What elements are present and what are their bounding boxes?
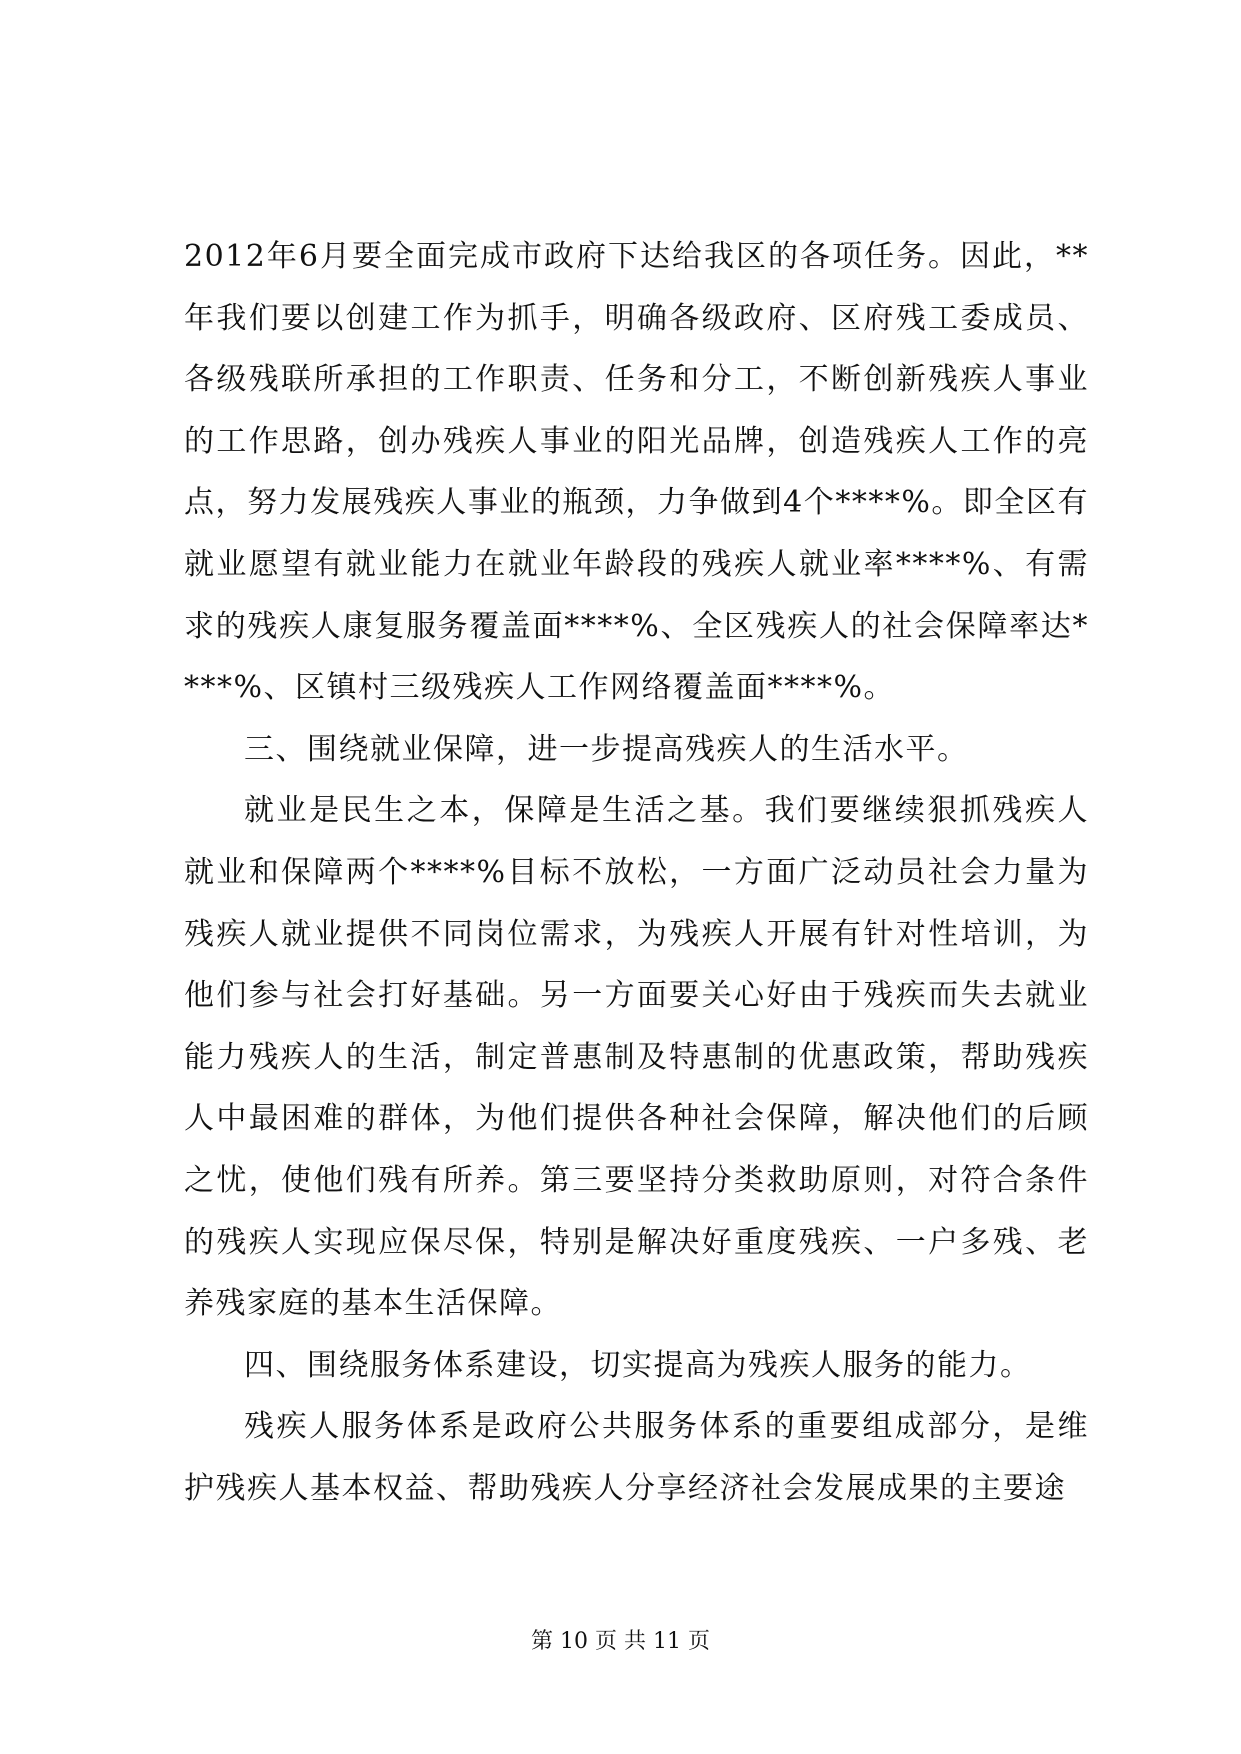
body-text	[184, 226, 1089, 1519]
section-heading-3: 三、围绕就业保障，进一步提高残疾人的生活水平。	[244, 731, 969, 767]
page-number-footer: 第 10 页 共 11 页	[531, 1629, 710, 1654]
section-heading-4: 四、围绕服务体系建设，切实提高为残疾人服务的能力。	[244, 1347, 1032, 1383]
paragraph-1: 2012年6月要全面完成市政府下达给我区的各项任务。因此，**年我们要以创建工作为抓手，明确各级政府、区府残工委成员、各级残联所承担的工作职责、任务和分工，不断创新残疾人事业的工作思路，创办残疾人事业的阳光品牌，创造残疾人工作的亮点，努力发展残疾人事业的瓶颈，力争做到4个****%。即全区有就业愿望有就业能力在就业年龄段的残疾人就业率****%、有需求的残疾人康复服务覆盖面****%、全区残疾人的社会保障率达****%、区镇村三级残疾人工作网络覆盖面****%。	[184, 239, 1089, 706]
paragraph-2: 就业是民生之本，保障是生活之基。我们要继续狠抓残疾人就业和保障两个****%目标不放松，一方面广泛动员社会力量为残疾人就业提供不同岗位需求，为残疾人开展有针对性培训，为他们参与社会打好基础。另一方面要关心好由于残疾而失去就业能力残疾人的生活，制定普惠制及特惠制的优惠政策，帮助残疾人中最困难的群体，为他们提供各种社会保障，解决他们的后顾之忧，使他们残有所养。第三要坚持分类救助原则，对符合条件的残疾人实现应保尽保，特别是解决好重度残疾、一户多残、老养残家庭的基本生活保障。	[184, 793, 1089, 1322]
paragraph-3: 残疾人服务体系是政府公共服务体系的重要组成部分，是维护残疾人基本权益、帮助残疾人分享经济社会发展成果的主要途	[184, 1409, 1089, 1506]
